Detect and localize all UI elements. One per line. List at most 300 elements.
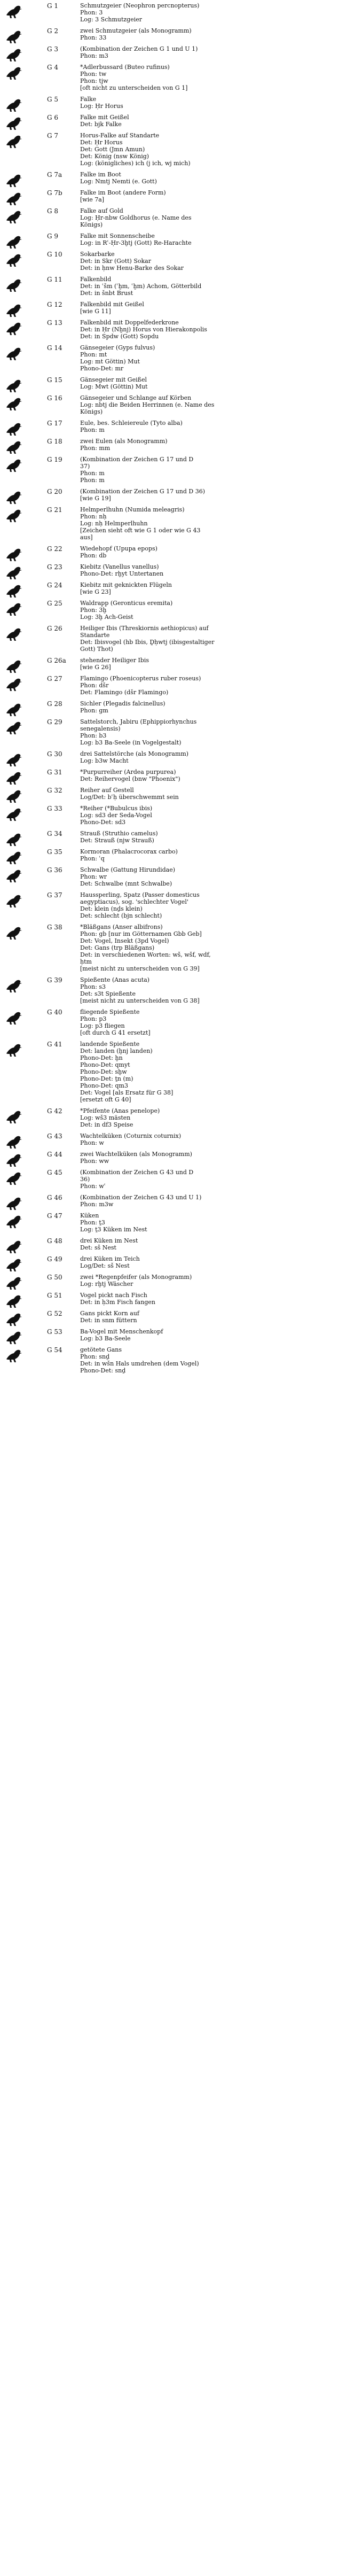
description-line: Phon: m3 — [80, 52, 108, 59]
description-line: Gott) Thot) — [80, 646, 113, 653]
sign-entry — [0, 581, 347, 595]
bird-hieroglyph-icon — [3, 924, 25, 942]
sign-code: G 50 — [47, 1274, 62, 1281]
sign-description — [80, 251, 342, 271]
sign-code: G 21 — [47, 506, 62, 514]
description-line: Falke mit Sonnenscheibe — [80, 232, 155, 239]
sign-code: G 5 — [47, 96, 59, 103]
description-line: zwei *Regenpfeifer (als Monogramm) — [80, 1274, 192, 1281]
description-line: Log: Nmtj Nemti (e. Gott) — [80, 178, 157, 185]
sign-code: G 23 — [47, 563, 62, 571]
bird-hieroglyph-icon — [3, 625, 25, 643]
description-line: [wie G 11] — [80, 308, 111, 315]
description-line: Phon: p3 — [80, 1015, 107, 1022]
sign-description — [80, 700, 342, 714]
description-line: Falke im Boot — [80, 171, 121, 178]
description-line: Standarte — [80, 632, 110, 639]
description-line: Phono-Det: qm3 — [80, 1082, 128, 1089]
sign-entry — [0, 625, 347, 653]
sign-entry — [0, 344, 347, 372]
bird-hieroglyph-icon — [3, 189, 25, 207]
description-line: Kormoran (Phalacrocorax carbo) — [80, 848, 178, 855]
bird-hieroglyph-icon — [3, 1107, 25, 1126]
description-line: Phon: nḥ — [80, 513, 107, 520]
sign-description — [80, 276, 342, 297]
description-line: Det: Vogel, Insekt (3pd Vogel) — [80, 937, 169, 944]
sign-entry — [0, 657, 347, 671]
sign-code: G 51 — [47, 1292, 62, 1299]
description-line: Phon: b3 — [80, 732, 107, 739]
description-line: Königs) — [80, 408, 103, 415]
sign-description — [80, 1194, 342, 1208]
sign-description — [80, 600, 342, 620]
sign-code: G 48 — [47, 1237, 62, 1245]
description-line: Det: klein (nḏs klein) — [80, 905, 143, 912]
sign-description — [80, 96, 342, 110]
sign-code: G 28 — [47, 700, 62, 708]
description-line: [wie G 26] — [80, 664, 111, 671]
sign-entry — [0, 171, 347, 185]
sign-description — [80, 718, 342, 746]
sign-description — [80, 1346, 342, 1374]
description-line: Königs) — [80, 221, 103, 228]
sign-description — [80, 1169, 342, 1190]
description-line: (Kombination der Zeichen G 17 und D 36) — [80, 488, 206, 495]
description-line: [meist nicht zu unterscheiden von G 39] — [80, 965, 200, 972]
sign-code: G 19 — [47, 456, 62, 463]
sign-entry — [0, 438, 347, 452]
description-line: Log: b3w Macht — [80, 757, 129, 764]
bird-hieroglyph-icon — [3, 506, 25, 524]
description-line: Phono-Det: ṯn (m) — [80, 1075, 133, 1082]
description-line: Log: Ḥr-nbw Goldhorus (e. Name des — [80, 214, 192, 221]
description-line: *Bläßgans (Anser albifrons) — [80, 924, 163, 930]
sign-code: G 49 — [47, 1255, 62, 1263]
description-line: drei Sattelstörche (als Monogramm) — [80, 750, 189, 757]
bird-hieroglyph-icon — [3, 1292, 25, 1310]
sign-entry — [0, 456, 347, 484]
sign-description — [80, 976, 342, 1004]
sign-code: G 39 — [47, 976, 62, 984]
sign-entry — [0, 64, 347, 91]
bird-hieroglyph-icon — [3, 1194, 25, 1212]
bird-hieroglyph-icon — [3, 438, 25, 456]
bird-hieroglyph-icon — [3, 1274, 25, 1292]
description-line: [oft durch G 41 ersetzt] — [80, 1029, 151, 1036]
sign-entry — [0, 132, 347, 167]
description-line: *Reiher (*Bubulcus ibis) — [80, 805, 153, 812]
description-line: Phon: s3 — [80, 983, 106, 990]
description-line: Det: schlecht (bjn schlecht) — [80, 912, 162, 919]
description-line: [oft nicht zu unterscheiden von G 1] — [80, 84, 188, 91]
description-line: Phono-Det: sḫw — [80, 1068, 127, 1075]
sign-code: G 16 — [47, 394, 62, 402]
sign-code: G 11 — [47, 276, 62, 283]
sign-entry — [0, 1328, 347, 1342]
sign-entry — [0, 2, 347, 23]
description-line: Det: Ḥr Horus — [80, 139, 123, 146]
description-line: Schwalbe (Gattung Hirundidae) — [80, 866, 176, 873]
description-line: fliegende Spießente — [80, 1008, 140, 1015]
description-line: Phono-Det: ḫn — [80, 1054, 123, 1061]
sign-code: G 44 — [47, 1151, 62, 1158]
sign-description — [80, 625, 342, 653]
description-line: Det: in snm füttern — [80, 1317, 137, 1324]
description-line: Det: in šnbt Brust — [80, 290, 133, 297]
sign-code: G 52 — [47, 1310, 62, 1317]
description-line: Log: Ḥr Horus — [80, 103, 123, 110]
sign-code: G 54 — [47, 1346, 62, 1354]
description-line: Det: in Skr (Gott) Sokar — [80, 258, 151, 265]
description-line: Phon: wr — [80, 873, 107, 880]
bird-hieroglyph-icon — [3, 171, 25, 189]
description-line: *Adlerbussard (Buteo rufinus) — [80, 64, 170, 71]
sign-code: G 36 — [47, 866, 62, 874]
description-line: Phon: ʿq — [80, 855, 105, 862]
sign-description — [80, 1328, 342, 1342]
sign-description — [80, 488, 342, 502]
sign-entry — [0, 488, 347, 502]
description-line: getötete Gans — [80, 1346, 122, 1353]
sign-entry — [0, 27, 347, 41]
sign-entry — [0, 276, 347, 297]
sign-entry — [0, 1132, 347, 1146]
bird-hieroglyph-icon — [3, 1346, 25, 1364]
sign-code: G 25 — [47, 600, 62, 607]
bird-hieroglyph-icon — [3, 750, 25, 769]
sign-description — [80, 301, 342, 315]
bird-hieroglyph-icon — [3, 2, 25, 20]
sign-description — [80, 207, 342, 228]
description-line: Det: Schwalbe (mnt Schwalbe) — [80, 880, 172, 887]
description-line: Phon: tw — [80, 71, 107, 77]
sign-description — [80, 232, 342, 246]
bird-hieroglyph-icon — [3, 600, 25, 618]
description-line: Det: Vogel [als Ersatz für G 38] — [80, 1089, 174, 1096]
description-line: *Purpurreiher (Ardea purpurea) — [80, 769, 176, 775]
description-line: Det: in Spdw (Gott) Sopdu — [80, 333, 159, 340]
bird-hieroglyph-icon — [3, 1132, 25, 1151]
sign-code: G 7b — [47, 189, 62, 197]
description-line: Det: in verschiedenen Worten: wš, wšf, wdf, — [80, 951, 211, 958]
bird-hieroglyph-icon — [3, 420, 25, 438]
sign-description — [80, 750, 342, 764]
description-line: Det: Ibisvogel (hb Ibis, Ḏḥwtj (ibisgestaltiger — [80, 639, 215, 646]
sign-description — [80, 1132, 342, 1146]
description-line: Flamingo (Phoenicopterus ruber roseus) — [80, 675, 201, 682]
description-line: Falkenbild — [80, 276, 112, 283]
description-line: landende Spießente — [80, 1041, 140, 1048]
description-line: Phon: ṯ3 — [80, 1219, 105, 1226]
sign-description — [80, 1107, 342, 1128]
bird-hieroglyph-icon — [3, 1212, 25, 1230]
description-line: Det: s3t Spießente — [80, 990, 136, 997]
sign-description — [80, 545, 342, 559]
description-line: drei Küken im Nest — [80, 1237, 138, 1244]
description-line: senegalensis) — [80, 725, 121, 732]
sign-code: G 38 — [47, 924, 62, 931]
sign-entry — [0, 251, 347, 271]
description-line: Log: b3 Ba-Seele (in Vogelgestalt) — [80, 739, 182, 746]
description-line: Det: bjk Falke — [80, 121, 122, 128]
sign-description — [80, 319, 342, 340]
sign-description — [80, 1237, 342, 1251]
description-line: Phon: m3w — [80, 1201, 114, 1208]
description-line: Phon: m — [80, 477, 105, 484]
description-line: 36) — [80, 1176, 90, 1183]
sign-entry — [0, 1008, 347, 1036]
sign-code: G 26 — [47, 625, 62, 632]
description-line: Det: in ʿšm (ʿḫm, ʿḫm) Achom, Götterbild — [80, 283, 202, 290]
bird-hieroglyph-icon — [3, 207, 25, 226]
sign-entry — [0, 924, 347, 972]
sign-entry — [0, 1212, 347, 1233]
bird-hieroglyph-icon — [3, 976, 25, 995]
description-line: Log: ṯ3 Küken im Nest — [80, 1226, 147, 1233]
sign-code: G 13 — [47, 319, 62, 327]
bird-hieroglyph-icon — [3, 319, 25, 337]
sign-code: G 43 — [47, 1132, 62, 1140]
description-line: (Kombination der Zeichen G 17 und D — [80, 456, 194, 463]
sign-code: G 53 — [47, 1328, 62, 1336]
description-line: Det: Gans (trp Bläßgans) — [80, 944, 155, 951]
sign-description — [80, 64, 342, 91]
sign-description — [80, 1151, 342, 1165]
sign-description — [80, 189, 342, 203]
sign-entry — [0, 1310, 347, 1324]
sign-code: G 35 — [47, 848, 62, 856]
description-line: Log: (königliches) ich (j ich, wj mich) — [80, 160, 191, 167]
sign-entry — [0, 1169, 347, 1190]
description-line: zwei Eulen (als Monogramm) — [80, 438, 168, 445]
description-line: aus] — [80, 534, 93, 541]
description-line: Sichler (Plegadis falcinellus) — [80, 700, 165, 707]
sign-description — [80, 924, 342, 972]
description-line: Log: 3 Schmutzgeier — [80, 16, 143, 23]
sign-code: G 10 — [47, 251, 62, 258]
sign-code: G 3 — [47, 45, 59, 53]
sign-entry — [0, 1237, 347, 1251]
sign-description — [80, 45, 342, 59]
bird-hieroglyph-icon — [3, 1169, 25, 1187]
sign-entry — [0, 506, 347, 541]
bird-hieroglyph-icon — [3, 232, 25, 251]
sign-description — [80, 1008, 342, 1036]
bird-hieroglyph-icon — [3, 848, 25, 866]
sign-code: G 2 — [47, 27, 59, 35]
sign-description — [80, 891, 342, 919]
sign-description — [80, 657, 342, 671]
description-line: Det: Reihervogel (bnw "Phoenix") — [80, 775, 180, 782]
bird-hieroglyph-icon — [3, 700, 25, 718]
description-line: Phon: dšr — [80, 682, 109, 689]
description-line: Falke auf Gold — [80, 207, 123, 214]
sign-description — [80, 394, 342, 415]
sign-description — [80, 830, 342, 844]
description-line: Sattelstorch, Jabiru (Ephippiorhynchus — [80, 718, 197, 725]
description-line: ḥtm — [80, 958, 92, 965]
description-line: Ba-Vogel mit Menschenkopf — [80, 1328, 163, 1335]
description-line: Phon: mm — [80, 445, 111, 452]
sign-entry — [0, 830, 347, 844]
sign-code: G 42 — [47, 1107, 62, 1115]
sign-description — [80, 456, 342, 484]
sign-code: G 37 — [47, 891, 62, 899]
sign-entry — [0, 207, 347, 228]
sign-description — [80, 1292, 342, 1306]
description-line: Det: in wšn Hals umdrehen (dem Vogel) — [80, 1360, 199, 1367]
description-line: Phono-Det: rḫyt Untertanen — [80, 570, 164, 577]
bird-hieroglyph-icon — [3, 344, 25, 362]
sign-entry — [0, 976, 347, 1004]
bird-hieroglyph-icon — [3, 1008, 25, 1027]
sign-entry — [0, 189, 347, 203]
description-line: Phon: tjw — [80, 77, 108, 84]
bird-hieroglyph-icon — [3, 1151, 25, 1169]
sign-entry — [0, 718, 347, 746]
sign-entry — [0, 563, 347, 577]
bird-hieroglyph-icon — [3, 805, 25, 823]
sign-description — [80, 344, 342, 372]
description-line: Kiebitz (Vanellus vanellus) — [80, 563, 159, 570]
description-line: stehender Heiliger Ibis — [80, 657, 149, 664]
sign-code: G 31 — [47, 769, 62, 776]
sign-entry — [0, 114, 347, 128]
description-line: Det: in ḥ3m Fisch fangen — [80, 1299, 155, 1306]
sign-description — [80, 1041, 342, 1103]
sign-entry — [0, 675, 347, 696]
sign-entry — [0, 376, 347, 390]
bird-hieroglyph-icon — [3, 96, 25, 114]
bird-hieroglyph-icon — [3, 301, 25, 319]
sign-code: G 20 — [47, 488, 62, 495]
bird-hieroglyph-icon — [3, 787, 25, 805]
description-line: Det: in ḥnw Henu-Barke des Sokar — [80, 265, 184, 271]
sign-description — [80, 769, 342, 782]
sign-entry — [0, 545, 347, 559]
sign-code: G 7 — [47, 132, 59, 139]
sign-description — [80, 675, 342, 696]
description-line: Det: in Ḥr (Nḫnj) Horus von Hierakonpolis — [80, 326, 207, 333]
sign-code: G 4 — [47, 64, 59, 71]
bird-hieroglyph-icon — [3, 657, 25, 675]
description-line: Falkenbild mit Geißel — [80, 301, 144, 308]
sign-entry — [0, 45, 347, 59]
bird-hieroglyph-icon — [3, 132, 25, 150]
sign-code: G 22 — [47, 545, 62, 553]
bird-hieroglyph-icon — [3, 1255, 25, 1274]
sign-entry — [0, 1274, 347, 1287]
bird-hieroglyph-icon — [3, 251, 25, 269]
description-line: Phon: snḏ — [80, 1353, 110, 1360]
description-line: Phon: m — [80, 470, 105, 477]
sign-entry — [0, 805, 347, 826]
sign-code: G 40 — [47, 1008, 62, 1016]
sign-code: G 17 — [47, 420, 62, 427]
sign-entry — [0, 1292, 347, 1306]
description-line: Helmperlhuhn (Numida meleagris) — [80, 506, 185, 513]
description-line: Det: König (nsw König) — [80, 153, 149, 160]
sign-code: G 29 — [47, 718, 62, 726]
description-line: Phon: m — [80, 426, 105, 433]
sign-description — [80, 866, 342, 887]
sign-description — [80, 563, 342, 577]
description-line: Haussperling, Spatz (Passer domesticus — [80, 891, 200, 898]
description-line: Gänsegeier und Schlange auf Körben — [80, 394, 192, 401]
description-line: Phon: gb [nur im Götternamen Gbb Geb] — [80, 930, 202, 937]
sign-code: G 46 — [47, 1194, 62, 1201]
description-line: Log: p3 fliegen — [80, 1022, 125, 1029]
sign-code: G 26a — [47, 657, 66, 664]
bird-hieroglyph-icon — [3, 581, 25, 600]
description-line: Log: nḥ Helmperlhuhn — [80, 520, 148, 527]
sign-description — [80, 1274, 342, 1287]
sign-entry — [0, 232, 347, 246]
description-line: Schmutzgeier (Neophron percnopterus) — [80, 2, 200, 9]
description-line: Gänsegeier mit Geißel — [80, 376, 147, 383]
description-line: Gänsegeier (Gyps fulvus) — [80, 344, 155, 351]
description-line: Phon: 3ḫ — [80, 607, 107, 614]
sign-description — [80, 171, 342, 185]
sign-description — [80, 1212, 342, 1233]
sign-code: G 45 — [47, 1169, 62, 1176]
description-line: zwei Wachtelküken (als Monogramm) — [80, 1151, 192, 1158]
bird-hieroglyph-icon — [3, 675, 25, 693]
sign-description — [80, 2, 342, 23]
description-line: Det: Gott (Jmn Amun) — [80, 146, 145, 153]
description-line: Spießente (Anas acuta) — [80, 976, 150, 983]
sign-code: G 18 — [47, 438, 62, 445]
description-line: Log/Det: sš Nest — [80, 1262, 130, 1269]
bird-hieroglyph-icon — [3, 45, 25, 64]
sign-entry — [0, 866, 347, 887]
description-line: Kiebitz mit geknickten Flügeln — [80, 581, 172, 588]
sign-code: G 8 — [47, 207, 59, 215]
description-line: Phon: ww — [80, 1158, 109, 1165]
description-line: Log: b3 Ba-Seele — [80, 1335, 131, 1342]
sign-description — [80, 27, 342, 41]
description-line: Log: sd3 der Seda-Vogel — [80, 812, 152, 819]
sign-code: G 12 — [47, 301, 62, 308]
bird-hieroglyph-icon — [3, 866, 25, 884]
sign-entry — [0, 769, 347, 782]
description-line: Log: Mwt (Göttin) Mut — [80, 383, 148, 390]
description-line: [Zeichen sieht oft wie G 1 oder wie G 43 — [80, 527, 201, 534]
sign-code: G 9 — [47, 232, 59, 240]
sign-entry — [0, 394, 347, 415]
description-line: Horus-Falke auf Standarte — [80, 132, 160, 139]
sign-entry — [0, 848, 347, 862]
sign-entry — [0, 319, 347, 340]
description-line: (Kombination der Zeichen G 1 und U 1) — [80, 45, 198, 52]
description-line: [wie 7a] — [80, 196, 105, 203]
bird-hieroglyph-icon — [3, 718, 25, 736]
description-line: [meist nicht zu unterscheiden von G 38] — [80, 997, 200, 1004]
description-line: Phono-Det: snḏ — [80, 1367, 126, 1374]
description-line: [wie G 23] — [80, 588, 111, 595]
sign-entry — [0, 700, 347, 714]
bird-hieroglyph-icon — [3, 830, 25, 848]
sign-entry — [0, 96, 347, 110]
bird-hieroglyph-icon — [3, 394, 25, 413]
description-line: (Kombination der Zeichen G 43 und U 1) — [80, 1194, 202, 1201]
description-line: Falke mit Geißel — [80, 114, 129, 121]
sign-description — [80, 848, 342, 862]
sign-entry — [0, 1255, 347, 1269]
sign-code: G 14 — [47, 344, 62, 352]
sign-description — [80, 787, 342, 801]
description-line: zwei Schmutzgeier (als Monogramm) — [80, 27, 192, 34]
